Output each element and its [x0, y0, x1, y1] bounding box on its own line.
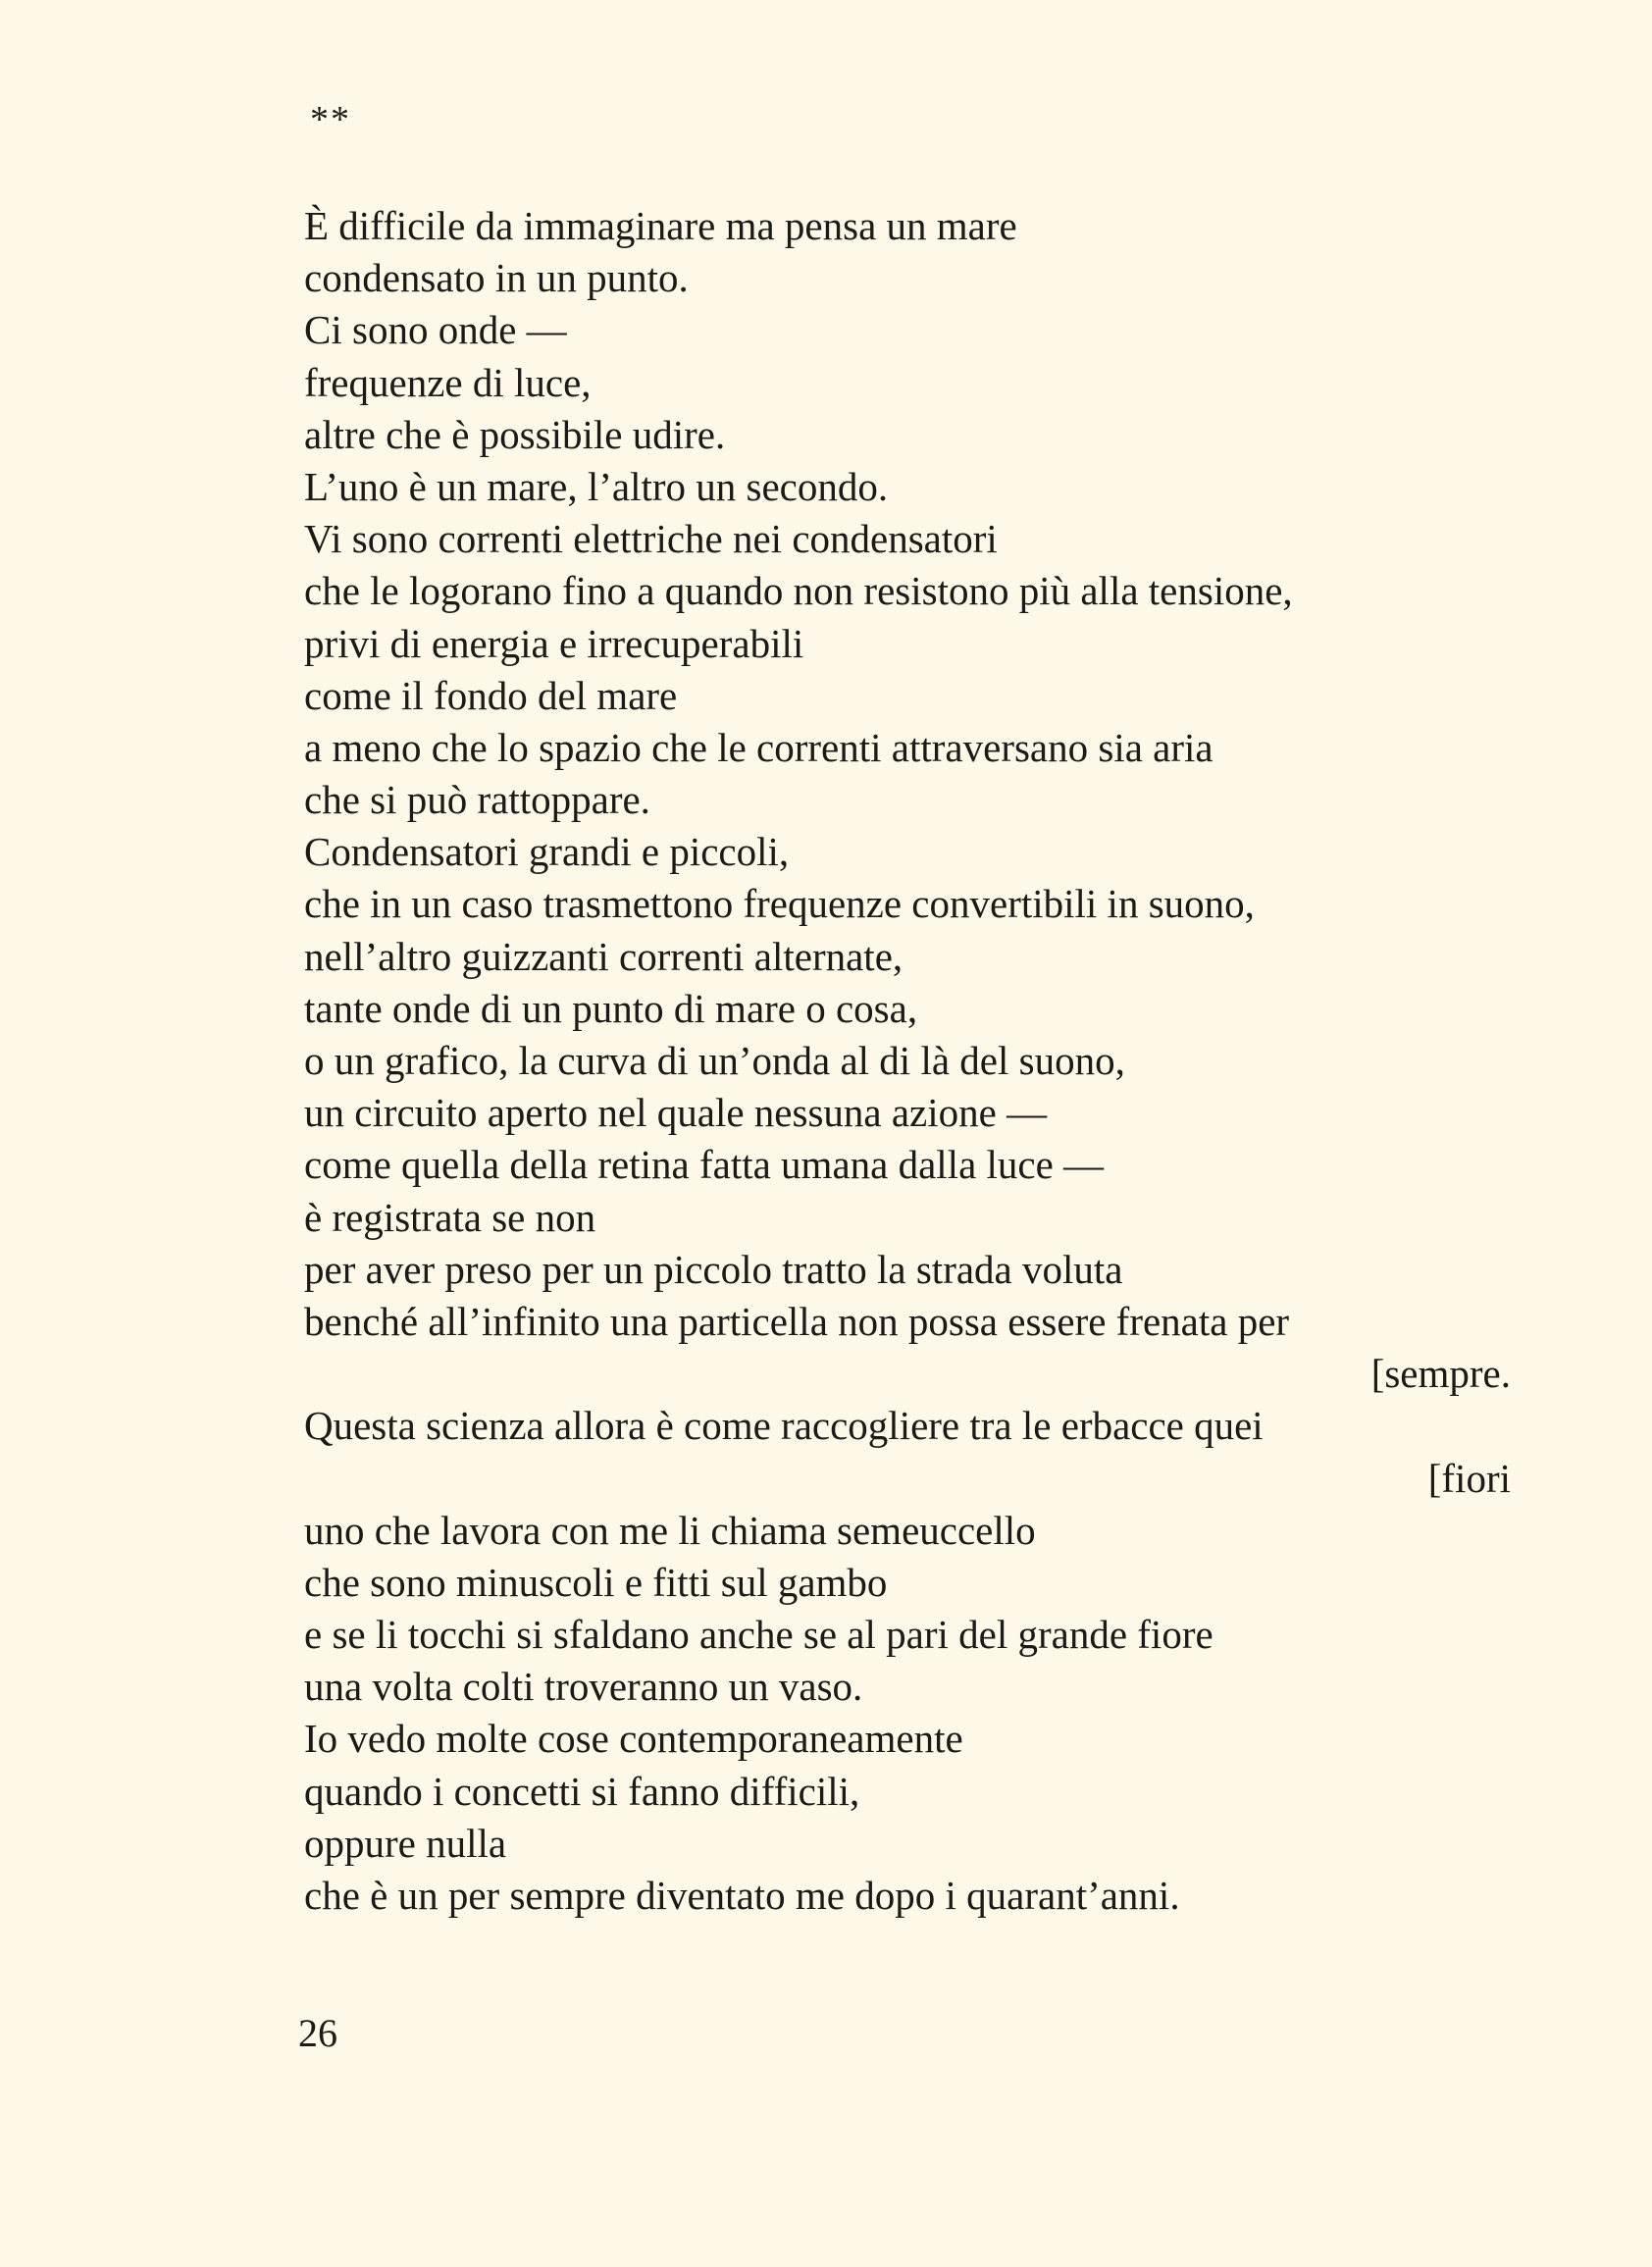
poem-line: a meno che lo spazio che le correnti attraversano sia aria — [304, 724, 1213, 770]
poem-line: come il fondo del mare — [304, 672, 678, 718]
poem-body — [304, 200, 1511, 1922]
poem-line: una volta colti troveranno un vaso. — [304, 1664, 863, 1710]
poem-line: che si può rattoppare. — [304, 777, 650, 823]
poem-line: altre che è possibile udire. — [304, 411, 726, 457]
poem-line: un circuito aperto nel quale nessuna azione — — [304, 1090, 1048, 1136]
poem-line: oppure nulla — [304, 1820, 507, 1866]
poem-line: Vi sono correnti elettriche nei condensatori — [304, 516, 998, 562]
page-number: 26 — [298, 2011, 337, 2055]
poem-line: Questa scienza allora è come raccogliere tra le erbacce quei — [304, 1403, 1264, 1449]
poem-line: che sono minuscoli e fitti sul gambo — [304, 1559, 888, 1605]
poem-line: è registrata se non — [304, 1194, 596, 1240]
poem-line: quando i concetti si fanno difficili, — [304, 1768, 860, 1814]
poem-line: nell’altro guizzanti correnti alternate, — [304, 933, 903, 979]
poem-line: tante onde di un punto di mare o cosa, — [304, 985, 918, 1031]
poem-line: frequenze di luce, — [304, 359, 592, 405]
poem-line: benché all’infinito una particella non possa essere frenata per — [304, 1298, 1290, 1344]
poem-line: e se li tocchi si sfaldano anche se al pari del grande fiore — [304, 1612, 1213, 1658]
poem-line-continuation: [fiori — [1427, 1455, 1511, 1501]
poem-line: Ci sono onde — — [304, 307, 567, 353]
poem-line: condensato in un punto. — [304, 255, 689, 301]
poem-line: che in un caso trasmettono frequenze convertibili in suono, — [304, 881, 1255, 927]
poem-line: L’uno è un mare, l’altro un secondo. — [304, 463, 889, 509]
poem-line: che è un per sempre diventato me dopo i quarant’anni. — [304, 1873, 1180, 1918]
poem-line: È difficile da immaginare ma pensa un mare — [304, 203, 1017, 248]
poem-line: Io vedo molte cose contemporaneamente — [304, 1716, 963, 1762]
poem-line: per aver preso per un piccolo tratto la strada voluta — [304, 1246, 1123, 1292]
poem-line: Condensatori grandi e piccoli, — [304, 829, 790, 875]
poem-line: come quella della retina fatta umana dalla luce — — [304, 1142, 1105, 1188]
poem-line: uno che lavora con me li chiama semeuccello — [304, 1507, 1036, 1553]
section-marker: ** — [310, 99, 351, 140]
poem-line-continuation: [sempre. — [1370, 1351, 1511, 1397]
poem-line: privi di energia e irrecuperabili — [304, 620, 804, 666]
poem-line: o un grafico, la curva di un’onda al di là del suono, — [304, 1038, 1125, 1083]
poem-line: che le logorano fino a quando non resistono più alla tensione, — [304, 568, 1293, 614]
